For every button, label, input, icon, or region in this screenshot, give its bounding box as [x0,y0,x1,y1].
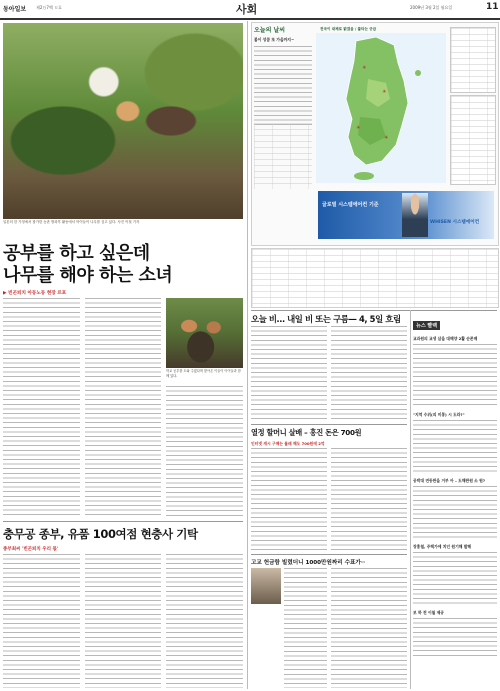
page-number: 11 [486,2,499,12]
forecast-text-col-1 [251,326,327,421]
issue-date: 2009년 3월 2일 월요일 [410,5,453,10]
news-brief-item-3: 공박대 연동판을 거부 아 – 도해판원 소 원? [413,478,486,483]
subhead: ▶ 빈곤퇴치 아동노동 현장 르포 [3,291,67,296]
city-temperature-table [254,123,312,189]
news-brief-heading: 뉴스 빨랙 [413,321,440,330]
bottom-text-col-1 [3,554,80,688]
issue-number: 제2万7백 ㅁ호 [36,5,62,10]
main-photo [3,23,243,219]
banner-model-photo [402,193,428,237]
bottom-subhead: 종부최씨 '빈곤퇴치 우리 몫' [3,547,59,552]
body-text-col-3 [166,386,243,516]
bottom-text-col-3 [166,554,243,688]
weather-stats-table [251,248,499,308]
forecast-text-col-2 [331,326,407,421]
bottom-text-col-2 [85,554,161,688]
main-photo-caption: 일본의 한 가정에서 참가한 농촌 방과후 활동에서 아이들이 나무를 심고 있다. 사진 이철 기자 [3,220,140,224]
body-text-col-1 [3,298,80,516]
weather-heading: 오늘의 날씨 [254,27,286,34]
box-text-col-1 [284,568,327,688]
weather-intro-text [254,46,312,126]
banner-title: 글로벌 시스템에어컨 기준 [322,202,379,208]
lower-subhead: 인터넷 캐시 구매는 몰래 해도 700원에 2억 [251,441,325,446]
news-brief-item-2: "지역 수위(의 미봉) 시 도라?" [413,412,465,417]
news-brief-item-1: 교과원의 교생 삽을 대해양 2활 순폰매 [413,336,478,341]
lower-headline: 열정 할머니 살배 – 흥진 돈은 700원 [251,428,362,437]
paper-name: 동아일보 [3,6,27,13]
banner-brand: WHISEN 시스템에어컨 [430,220,480,225]
box-text-col-2 [331,568,407,688]
weekly-forecast-box [450,27,496,93]
bottom-headline: 충무공 종부, 유품 100여점 현충사 기탁 [3,527,198,541]
masthead [0,0,500,18]
body-text-col-2 [85,298,161,516]
lower-text-col-2 [331,448,407,550]
map-temp-label: ☀ [382,89,387,95]
box-headline: 고교 헌금함 빌렸더니 1000만원짜리 수표가·· [251,560,366,566]
section-title: 사회 [236,3,258,16]
lower-text-col-1 [251,448,327,550]
korea-weather-map [316,33,446,183]
headline-line-1: 공부를 하고 싶은데 [3,243,150,264]
weather-intro-head: 봄이 성큼 또 가을까지~ [254,37,295,42]
uv-index-box [450,95,496,185]
box-photo [251,568,281,604]
news-brief-item-4: 장흥철, 주택가에 치인 원기해 발해 [413,544,472,549]
map-title: 전국이 대체로 맑겠음 / 불타는 긍급 [320,27,377,31]
news-brief [413,312,497,688]
aircon-banner [318,191,494,239]
middle-photo-caption: 학교 공부를 도와 주겠다며 찾아온 이들이 아이들과 함께 있다. [166,369,241,378]
map-temp-label: ☀ [384,135,389,141]
middle-photo [166,298,243,368]
news-brief-item-5: 보 하 전 이월 제공 [413,610,444,615]
headline-line-2: 나무를 해야 하는 소녀 [3,265,173,286]
weather-panel [251,22,499,246]
map-temp-label: ☀ [356,125,361,131]
map-temp-label: ☀ [362,65,367,71]
forecast-headline: 오늘 비… 내일 비 또는 구름— 4, 5일 흐림 [251,314,401,324]
